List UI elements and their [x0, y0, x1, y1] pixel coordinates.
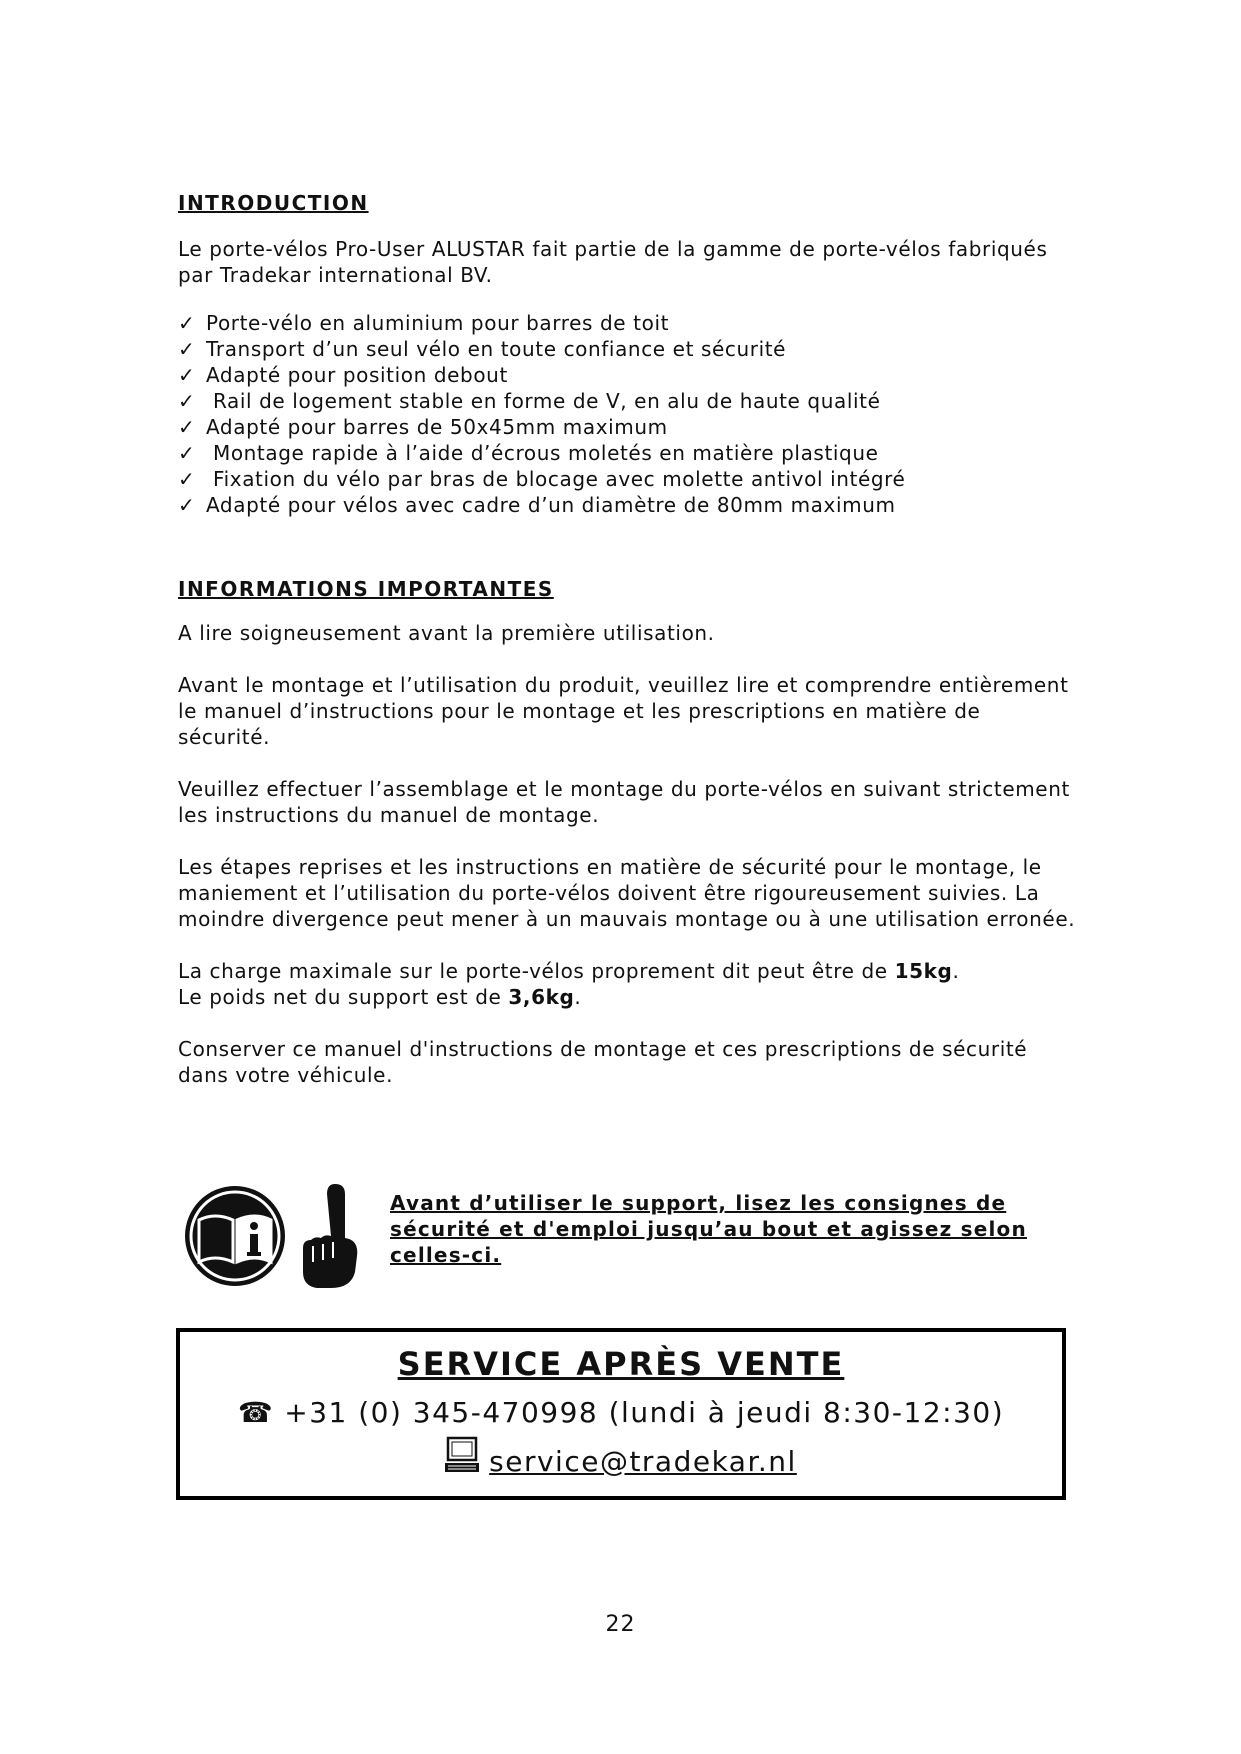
manual-book-icon — [185, 1180, 365, 1292]
load-value: 15kg — [894, 959, 953, 983]
service-email-link[interactable]: service@tradekar.nl — [489, 1445, 797, 1478]
main-content — [178, 190, 1078, 1114]
check-icon: ✓ — [178, 337, 196, 361]
list-item: ✓ Adapté pour barres de 50x45mm maximum — [178, 415, 668, 439]
service-email-line — [180, 1436, 1062, 1488]
list-item: ✓ Fixation du vélo par bras de blocage avec molette antivol intégré — [178, 467, 906, 491]
important-paragraph-6: Conserver ce manuel d'instructions de montage et ces prescriptions de sécurité dans votre véhicule. — [178, 1037, 1028, 1087]
notice-text: Avant d’utiliser le support, lisez les consignes de sécurité et d'emploi jusqu’au bout et agissez selon celles-ci. — [390, 1191, 1027, 1267]
important-paragraph-1: A lire soigneusement avant la première utilisation. — [178, 621, 715, 645]
list-item: ✓ Adapté pour vélos avec cadre d’un diamètre de 80mm maximum — [178, 493, 896, 517]
service-phone: +31 (0) 345-470998 (lundi à jeudi 8:30-12:30) — [284, 1396, 1005, 1429]
service-box — [176, 1328, 1066, 1500]
telephone-icon: ☎ — [237, 1396, 275, 1429]
notice-icons — [185, 1180, 365, 1292]
load-paragraph: La charge maximale sur le porte-vélos proprement dit peut être de 15kg. — [178, 959, 960, 983]
weight-paragraph: Le poids net du support est de 3,6kg. — [178, 985, 582, 1009]
page-number: 22 — [605, 1612, 636, 1637]
introduction-text: Le porte-vélos Pro-User ALUSTAR fait partie de la gamme de porte-vélos fabriqués par Tradekar international BV. — [178, 237, 1048, 287]
important-paragraph-3: Veuillez effectuer l’assemblage et le montage du porte-vélos en suivant strictement les instructions du manuel de montage. — [178, 777, 1070, 827]
check-icon: ✓ — [178, 389, 196, 413]
list-item: ✓ Montage rapide à l’aide d’écrous moletés en matière plastique — [178, 441, 879, 465]
service-phone-line — [180, 1390, 1062, 1436]
check-icon: ✓ — [178, 363, 196, 387]
feature-list — [178, 310, 1078, 518]
safety-notice — [185, 1180, 1065, 1292]
check-icon: ✓ — [178, 311, 196, 335]
pointing-hand-icon — [303, 1184, 357, 1288]
check-icon: ✓ — [178, 415, 196, 439]
important-paragraph-2: Avant le montage et l’utilisation du produit, veuillez lire et comprendre entièrement le manuel d’instructions pour le montage et les prescriptions en matière de sécurité. — [178, 673, 1069, 749]
list-item: ✓ Adapté pour position debout — [178, 363, 508, 387]
check-icon: ✓ — [178, 441, 196, 465]
check-icon: ✓ — [178, 493, 196, 517]
computer-icon — [445, 1436, 479, 1488]
important-heading: INFORMATIONS IMPORTANTES — [178, 577, 554, 601]
check-icon: ✓ — [178, 467, 196, 491]
service-title: SERVICE APRÈS VENTE — [397, 1345, 845, 1383]
important-paragraph-4: Les étapes reprises et les instructions en matière de sécurité pour le montage, le maniement et l’utilisation du porte-vélos doivent être rigoureusement suivies. La moindre divergence peut mener à un mauvais montage ou à une utilisation erronée. — [178, 855, 1076, 931]
list-item: ✓ Rail de logement stable en forme de V, en alu de haute qualité — [178, 389, 881, 413]
list-item: ✓ Porte-vélo en aluminium pour barres de toit — [178, 311, 670, 335]
introduction-heading: INTRODUCTION — [178, 191, 369, 215]
list-item: ✓ Transport d’un seul vélo en toute confiance et sécurité — [178, 337, 787, 361]
weight-value: 3,6kg — [508, 985, 575, 1009]
